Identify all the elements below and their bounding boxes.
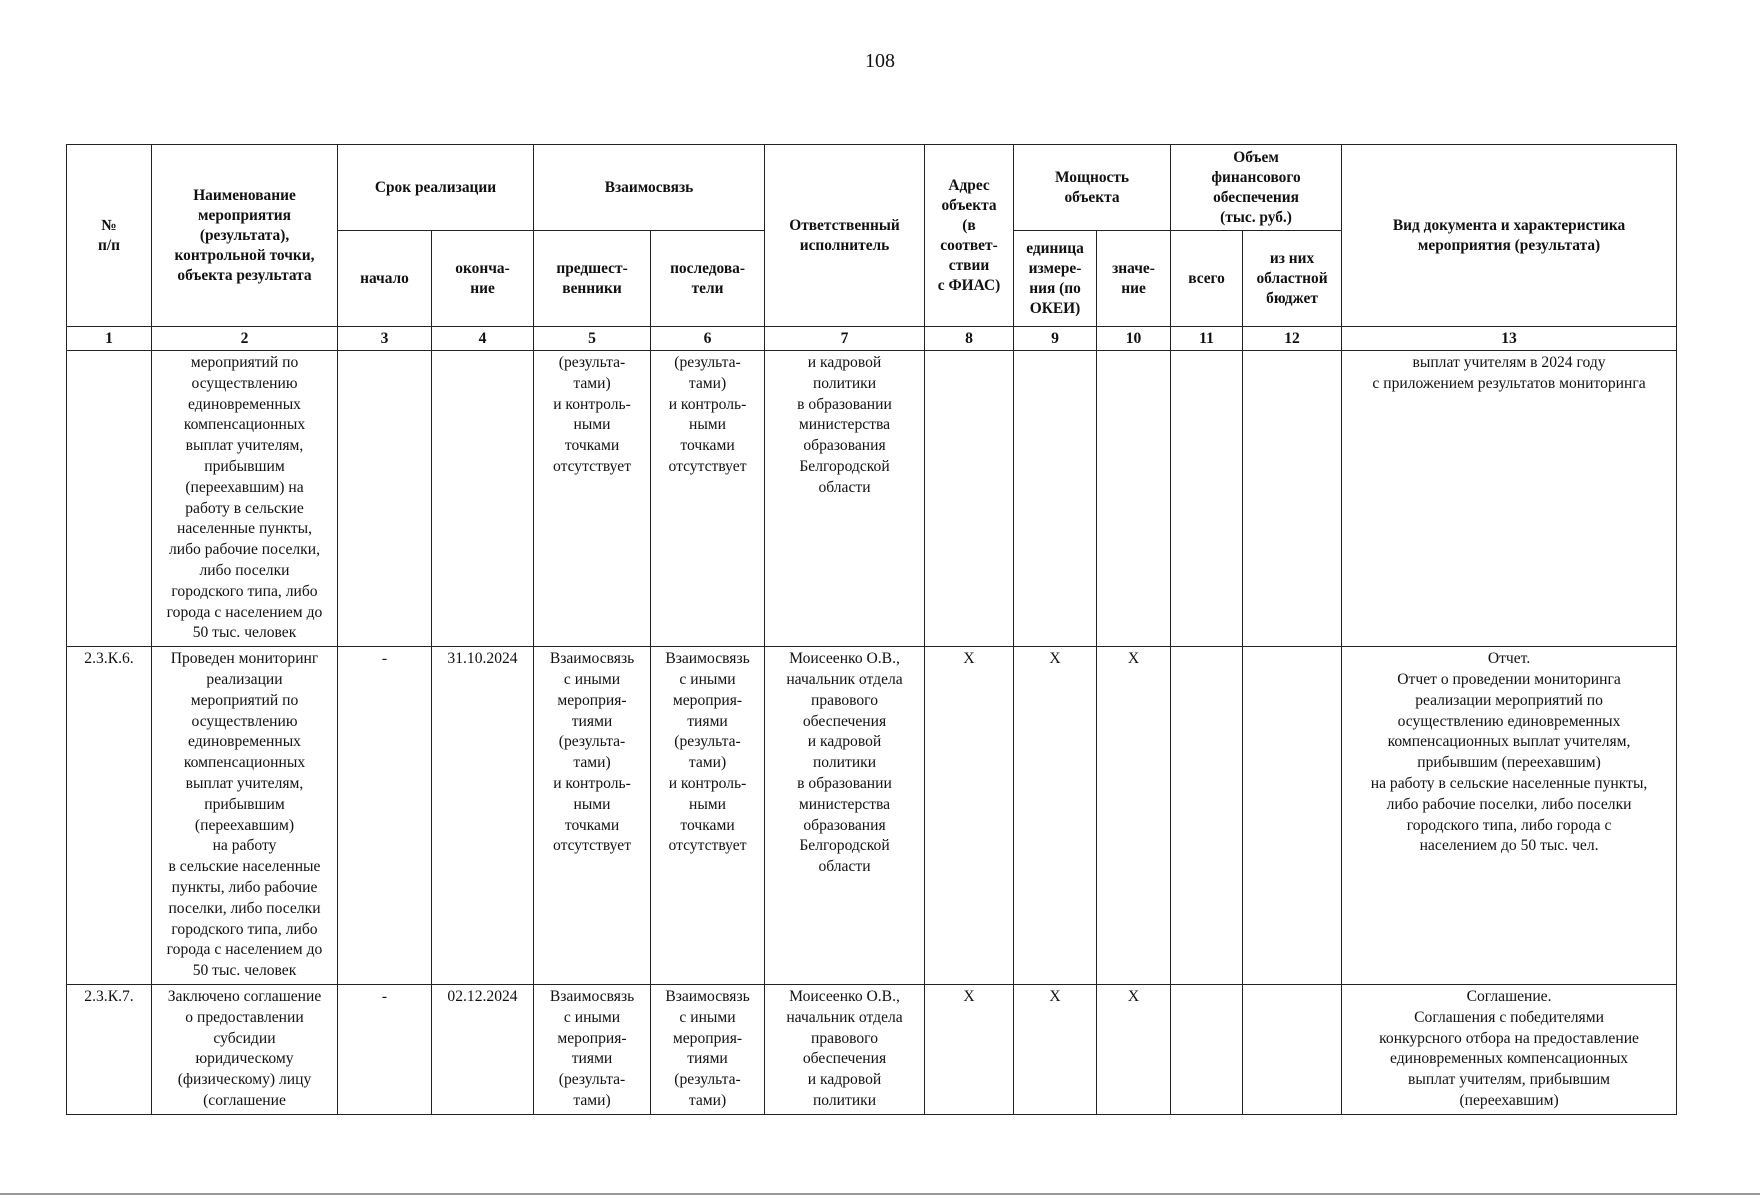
row-name: Проведен мониторинг реализации мероприятий по осуществлению единовременных компенсационных выплат учителям, прибывшим (переехавшим) на работу в сельские населенные пункты, либо рабочие поселки, либо поселки городского типа, либо города с населением до 50 тыс. человек xyxy=(152,647,338,985)
row-unit xyxy=(1014,351,1097,647)
header-unit: единица измере- ния (по ОКЕИ) xyxy=(1014,231,1097,327)
row-address xyxy=(925,351,1014,647)
header-finance-group: Объем финансового обеспечения (тыс. руб.) xyxy=(1171,145,1342,231)
row-name: мероприятий по осуществлению единовременных компенсационных выплат учителям, прибывшим (переехавшим) на работу в сельские населенные пункты, либо рабочие поселки, либо поселки городского типа, либо города с населением до 50 тыс. человек xyxy=(152,351,338,647)
row-start: - xyxy=(338,647,432,985)
row-address: Х xyxy=(925,647,1014,985)
row-doc: выплат учителям в 2024 году с приложением результатов мониторинга xyxy=(1342,351,1677,647)
row-value xyxy=(1097,351,1171,647)
header-regional: из них областной бюджет xyxy=(1243,231,1342,327)
column-number: 8 xyxy=(925,327,1014,351)
column-number: 7 xyxy=(765,327,925,351)
row-value: Х xyxy=(1097,984,1171,1114)
row-end: 31.10.2024 xyxy=(432,647,534,985)
row-end: 02.12.2024 xyxy=(432,984,534,1114)
header-start: начало xyxy=(338,231,432,327)
row-successors: Взаимосвязь с иными мероприя- тиями (результа- тами) и контроль- ными точками отсутствует xyxy=(651,647,765,985)
row-name: Заключено соглашение о предоставлении субсидии юридическому (физическому) лицу (соглашение xyxy=(152,984,338,1114)
header-address: Адрес объекта (в соответ- ствии с ФИАС) xyxy=(925,145,1014,327)
page-number: 108 xyxy=(865,50,895,72)
row-number: 2.3.К.6. xyxy=(67,647,152,985)
header-link-group: Взаимосвязь xyxy=(534,145,765,231)
row-unit: Х xyxy=(1014,984,1097,1114)
bottom-rule xyxy=(0,1193,1760,1195)
row-total xyxy=(1171,647,1243,985)
row-doc: Отчет. Отчет о проведении мониторинга реализации мероприятий по осуществлению единовременных компенсационных выплат учителям, прибывшим (переехавшим) на работу в сельские населенные пункты, либо рабочие поселки, либо поселки городского типа, либо города с населением до 50 тыс. чел. xyxy=(1342,647,1677,985)
row-successors: (результа- тами) и контроль- ными точками отсутствует xyxy=(651,351,765,647)
column-number: 5 xyxy=(534,327,651,351)
header-term-group: Срок реализации xyxy=(338,145,534,231)
row-total xyxy=(1171,351,1243,647)
row-unit: Х xyxy=(1014,647,1097,985)
column-number: 2 xyxy=(152,327,338,351)
header-total: всего xyxy=(1171,231,1243,327)
row-address: Х xyxy=(925,984,1014,1114)
header-responsible: Ответственный исполнитель xyxy=(765,145,925,327)
row-number: 2.3.К.7. xyxy=(67,984,152,1114)
header-predecessors: предшест- венники xyxy=(534,231,651,327)
column-number: 10 xyxy=(1097,327,1171,351)
row-start xyxy=(338,351,432,647)
column-number: 12 xyxy=(1243,327,1342,351)
row-regional xyxy=(1243,984,1342,1114)
row-predecessors: (результа- тами) и контроль- ными точками отсутствует xyxy=(534,351,651,647)
row-number xyxy=(67,351,152,647)
header-number: № п/п xyxy=(67,145,152,327)
row-value: Х xyxy=(1097,647,1171,985)
row-doc: Соглашение. Соглашения с победителями конкурсного отбора на предоставление единовременных компенсационных выплат учителям, прибывшим (переехавшим) xyxy=(1342,984,1677,1114)
table-row xyxy=(67,351,1677,647)
column-number: 1 xyxy=(67,327,152,351)
row-responsible: Моисеенко О.В., начальник отдела правового обеспечения и кадровой политики xyxy=(765,984,925,1114)
header-end: оконча- ние xyxy=(432,231,534,327)
header-successors: последова- тели xyxy=(651,231,765,327)
row-regional xyxy=(1243,647,1342,985)
column-number: 9 xyxy=(1014,327,1097,351)
row-responsible: и кадровой политики в образовании министерства образования Белгородской области xyxy=(765,351,925,647)
row-start: - xyxy=(338,984,432,1114)
activities-table xyxy=(66,144,1677,1115)
table-row xyxy=(67,647,1677,985)
column-number: 3 xyxy=(338,327,432,351)
row-predecessors: Взаимосвязь с иными мероприя- тиями (результа- тами) xyxy=(534,984,651,1114)
header-capacity-group: Мощность объекта xyxy=(1014,145,1171,231)
header-value: значе- ние xyxy=(1097,231,1171,327)
row-total xyxy=(1171,984,1243,1114)
row-successors: Взаимосвязь с иными мероприя- тиями (результа- тами) xyxy=(651,984,765,1114)
column-numbers-row xyxy=(67,327,1677,351)
column-number: 4 xyxy=(432,327,534,351)
row-predecessors: Взаимосвязь с иными мероприя- тиями (результа- тами) и контроль- ными точками отсутствует xyxy=(534,647,651,985)
column-number: 11 xyxy=(1171,327,1243,351)
row-regional xyxy=(1243,351,1342,647)
table-row xyxy=(67,984,1677,1114)
header-doc-type: Вид документа и характеристика мероприятия (результата) xyxy=(1342,145,1677,327)
column-number: 6 xyxy=(651,327,765,351)
row-responsible: Моисеенко О.В., начальник отдела правового обеспечения и кадровой политики в образовании министерства образования Белгородской области xyxy=(765,647,925,985)
row-end xyxy=(432,351,534,647)
column-number: 13 xyxy=(1342,327,1677,351)
header-name: Наименование мероприятия (результата), контрольной точки, объекта результата xyxy=(152,145,338,327)
